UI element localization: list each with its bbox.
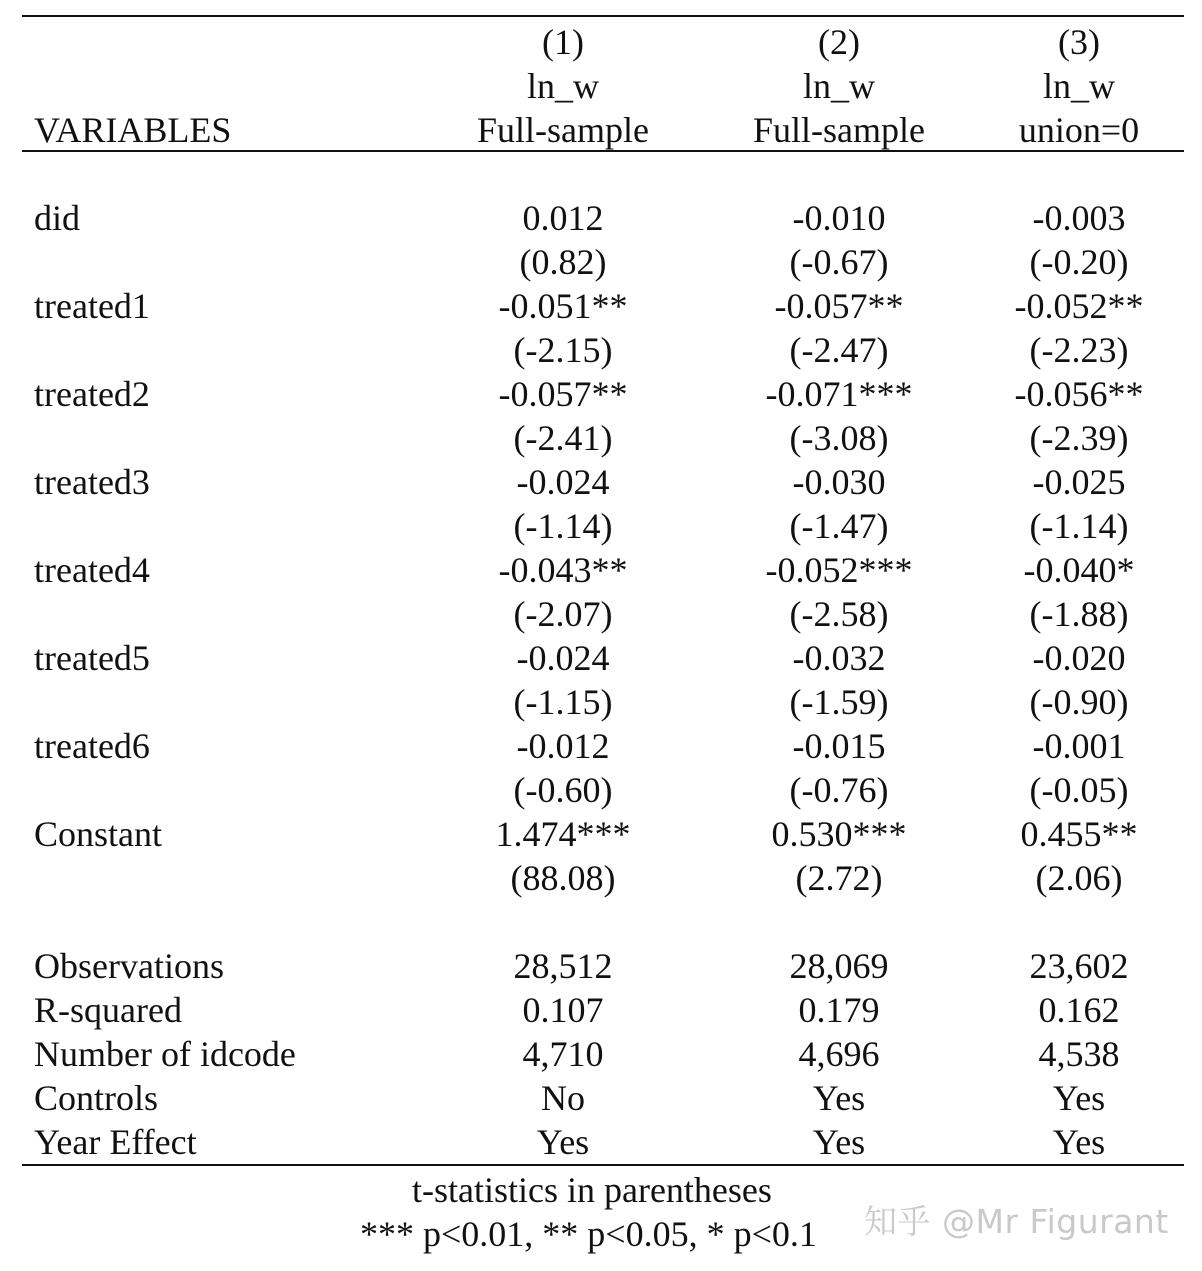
coef-value: -0.057**: [498, 374, 628, 414]
column-number-row: [22, 20, 1184, 64]
tstat-row: [22, 856, 1184, 900]
stat-value: 4,696: [798, 1034, 880, 1074]
variable-name: Constant: [34, 814, 163, 854]
spacer-row: [22, 900, 1184, 944]
table-top-rule: [22, 15, 1184, 17]
stat-value: 28,512: [513, 946, 613, 986]
variable-name: treated2: [34, 374, 150, 414]
coef-value: -0.003: [1032, 198, 1126, 238]
stat-value: Yes: [1052, 1078, 1106, 1118]
regression-table: [22, 20, 1184, 1164]
column-number: (2): [818, 22, 860, 62]
coef-value: -0.001: [1032, 726, 1126, 766]
coef-value: -0.024: [516, 638, 610, 678]
variable-name: treated4: [34, 550, 150, 590]
tstat-value: (-0.20): [1029, 242, 1129, 282]
coef-value: -0.057**: [774, 286, 904, 326]
tstat-value: (-1.14): [1029, 506, 1129, 546]
variable-name: treated6: [34, 726, 150, 766]
coef-row: [22, 460, 1184, 504]
sample-label: Full-sample: [753, 110, 925, 150]
column-number: (3): [1058, 22, 1100, 62]
stat-name: R-squared: [34, 990, 182, 1030]
coef-row: [22, 812, 1184, 856]
tstat-row: [22, 416, 1184, 460]
tstat-value: (-1.15): [513, 682, 613, 722]
stat-row: [22, 988, 1184, 1032]
variable-name: treated3: [34, 462, 150, 502]
dependent-variable-row: [22, 64, 1184, 108]
tstat-value: (-3.08): [789, 418, 889, 458]
variable-name: did: [34, 198, 81, 238]
stat-name: Number of idcode: [34, 1034, 296, 1074]
tstat-value: (-2.23): [1029, 330, 1129, 370]
tstat-value: (0.82): [519, 242, 607, 282]
tstat-value: (-2.15): [513, 330, 613, 370]
dependent-variable: ln_w: [1043, 66, 1115, 106]
tstat-value: (88.08): [510, 858, 616, 898]
coef-value: -0.025: [1032, 462, 1126, 502]
coef-row: [22, 196, 1184, 240]
tstat-value: (2.06): [1035, 858, 1123, 898]
stat-value: 0.179: [798, 990, 880, 1030]
tstat-value: (2.72): [795, 858, 883, 898]
tstat-value: (-1.88): [1029, 594, 1129, 634]
variable-name: treated5: [34, 638, 150, 678]
tstat-value: (-0.90): [1029, 682, 1129, 722]
stat-row: [22, 1032, 1184, 1076]
variable-name: treated1: [34, 286, 150, 326]
table-bottom-rule: [22, 1164, 1184, 1166]
tstat-value: (-1.14): [513, 506, 613, 546]
coef-value: -0.056**: [1014, 374, 1144, 414]
tstat-value: (-2.07): [513, 594, 613, 634]
coef-row: [22, 372, 1184, 416]
coef-value: 0.530***: [771, 814, 907, 854]
tstat-row: [22, 240, 1184, 284]
tstat-row: [22, 592, 1184, 636]
stat-row: [22, 1076, 1184, 1120]
stat-value: Yes: [812, 1122, 866, 1162]
table-header: [22, 20, 1184, 152]
coef-value: -0.010: [792, 198, 886, 238]
stat-name: Observations: [34, 946, 224, 986]
spacer-row: [22, 152, 1184, 196]
stat-name: Year Effect: [34, 1122, 197, 1162]
coef-value: -0.040*: [1023, 550, 1135, 590]
tstat-value: (-2.47): [789, 330, 889, 370]
tstat-value: (-0.60): [513, 770, 613, 810]
dependent-variable: ln_w: [527, 66, 599, 106]
stat-value: 23,602: [1029, 946, 1129, 986]
header-blank: [22, 64, 422, 108]
stat-value: 4,538: [1038, 1034, 1120, 1074]
stat-name: Controls: [34, 1078, 159, 1118]
tstat-value: (-2.39): [1029, 418, 1129, 458]
tstat-row: [22, 504, 1184, 548]
coef-value: -0.052**: [1014, 286, 1144, 326]
coef-value: -0.012: [516, 726, 610, 766]
tstat-value: (-2.41): [513, 418, 613, 458]
coef-value: -0.052***: [765, 550, 913, 590]
coef-row: [22, 636, 1184, 680]
sample-row: [22, 108, 1184, 152]
coef-row: [22, 724, 1184, 768]
coef-value: -0.071***: [765, 374, 913, 414]
stat-value: Yes: [1052, 1122, 1106, 1162]
coef-row: [22, 284, 1184, 328]
coef-value: -0.030: [792, 462, 886, 502]
tstat-value: (-0.05): [1029, 770, 1129, 810]
coef-value: -0.043**: [498, 550, 628, 590]
table-body: [22, 152, 1184, 1164]
variables-header: VARIABLES: [34, 110, 232, 150]
dependent-variable: ln_w: [803, 66, 875, 106]
coef-value: -0.024: [516, 462, 610, 502]
sample-label: Full-sample: [477, 110, 649, 150]
tstat-value: (-1.47): [789, 506, 889, 546]
stat-value: 0.107: [522, 990, 604, 1030]
notes-line-tstat: t-statistics in parentheses: [412, 1170, 772, 1210]
notes-line-significance: *** p<0.01, ** p<0.05, * p<0.1: [360, 1214, 817, 1254]
sample-label: union=0: [1018, 110, 1140, 150]
stat-row: [22, 1120, 1184, 1164]
coef-value: -0.051**: [498, 286, 628, 326]
stat-row: [22, 944, 1184, 988]
tstat-value: (-1.59): [789, 682, 889, 722]
stat-value: Yes: [536, 1122, 590, 1162]
coef-row: [22, 548, 1184, 592]
coef-value: -0.032: [792, 638, 886, 678]
header-blank: [22, 20, 422, 64]
tstat-value: (-0.67): [789, 242, 889, 282]
coef-value: -0.020: [1032, 638, 1126, 678]
column-number: (1): [542, 22, 584, 62]
stat-value: Yes: [812, 1078, 866, 1118]
coef-value: -0.015: [792, 726, 886, 766]
stat-value: 4,710: [522, 1034, 604, 1074]
tstat-row: [22, 680, 1184, 724]
stat-value: 28,069: [789, 946, 889, 986]
stat-value: No: [541, 1078, 585, 1118]
tstat-row: [22, 768, 1184, 812]
coef-value: 0.012: [522, 198, 604, 238]
coef-value: 1.474***: [495, 814, 631, 854]
tstat-value: (-0.76): [789, 770, 889, 810]
stat-value: 0.162: [1038, 990, 1120, 1030]
coef-value: 0.455**: [1020, 814, 1138, 854]
tstat-row: [22, 328, 1184, 372]
tstat-value: (-2.58): [789, 594, 889, 634]
watermark: 知乎 @Mr Figurant: [864, 1202, 1169, 1241]
